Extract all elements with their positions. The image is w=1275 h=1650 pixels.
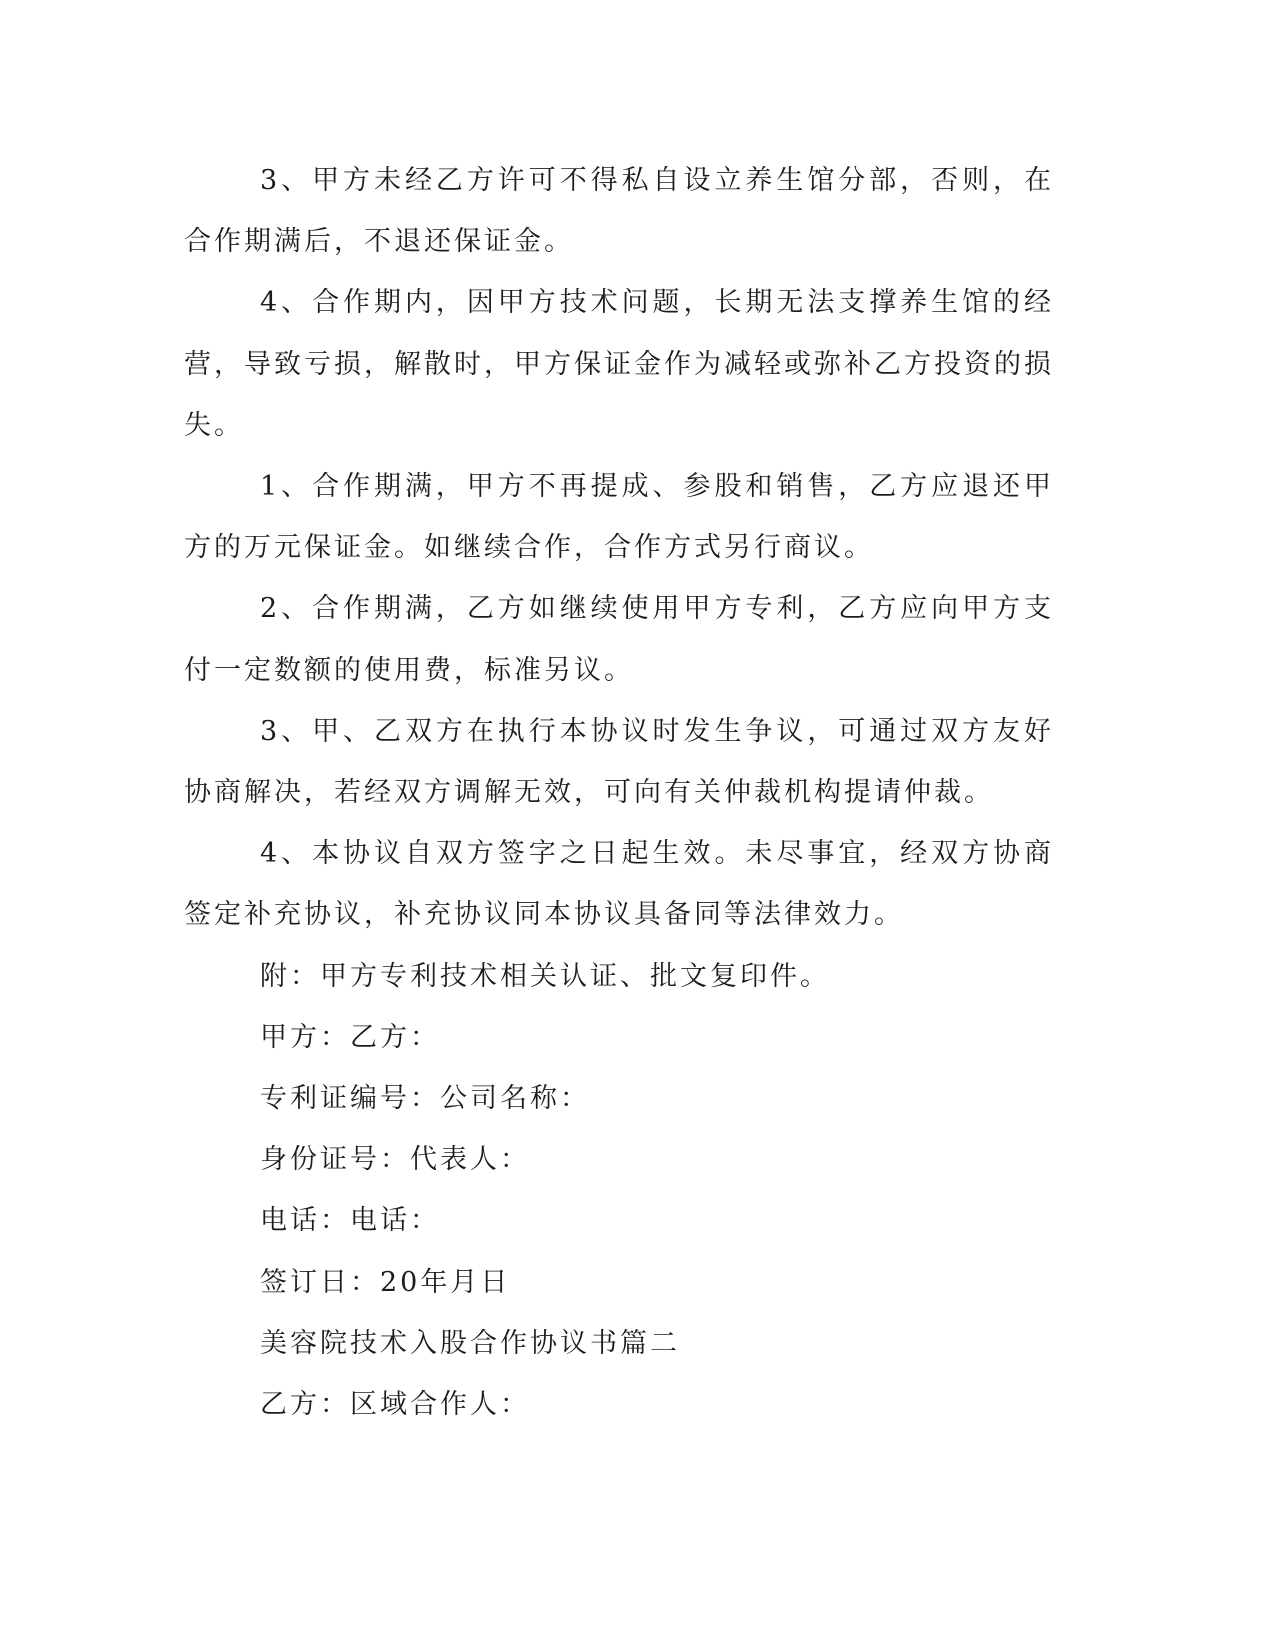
clause-paragraph: 4、本协议自双方签字之日起生效。未尽事宜，经双方协商签定补充协议，补充协议同本协议具备同等法律效力。 <box>184 838 1054 931</box>
signature-line-patent-company: 专利证编号：公司名称： <box>260 1083 590 1115</box>
signature-line-id-representative: 身份证号：代表人： <box>260 1144 530 1176</box>
attachment-note: 附：甲方专利技术相关认证、批文复印件。 <box>260 960 830 992</box>
clause-paragraph: 2、合作期满，乙方如继续使用甲方专利，乙方应向甲方支付一定数额的使用费，标准另议。 <box>184 593 1054 686</box>
clause-paragraph: 1、合作期满，甲方不再提成、参股和销售，乙方应退还甲方的万元保证金。如继续合作，合作方式另行商议。 <box>184 471 1054 564</box>
clause-paragraph: 3、甲方未经乙方许可不得私自设立养生馆分部，否则，在合作期满后，不退还保证金。 <box>184 165 1054 258</box>
party-line: 乙方：区域合作人： <box>260 1389 530 1421</box>
section-title: 美容院技术入股合作协议书篇二 <box>260 1327 680 1359</box>
document-body <box>184 150 1054 1435</box>
signature-line-parties: 甲方：乙方： <box>260 1021 440 1053</box>
clause-paragraph: 4、合作期内，因甲方技术问题，长期无法支撑养生馆的经营，导致亏损，解散时，甲方保证金作为减轻或弥补乙方投资的损失。 <box>184 287 1054 441</box>
signature-line-phone: 电话：电话： <box>260 1205 440 1237</box>
signature-line-date: 签订日：20年月日 <box>260 1266 511 1298</box>
clause-paragraph: 3、甲、乙双方在执行本协议时发生争议，可通过双方友好协商解决，若经双方调解无效，可向有关仲裁机构提请仲裁。 <box>184 715 1054 809</box>
